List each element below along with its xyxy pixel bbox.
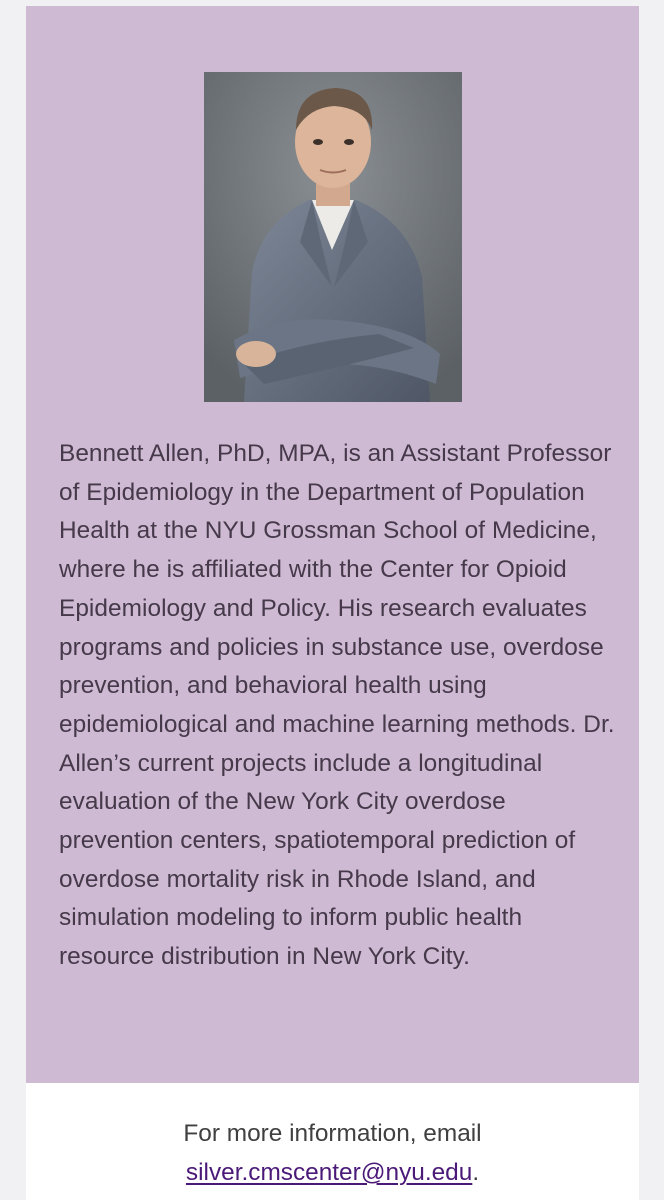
portrait-photo-illustration (204, 72, 462, 402)
contact-suffix: . (472, 1158, 480, 1186)
contact-line (26, 1115, 639, 1192)
portrait-photo (204, 72, 462, 402)
bio-card (26, 6, 639, 1083)
footer (26, 1083, 639, 1200)
email-link[interactable]: silver.cmscenter@nyu.edu (185, 1158, 473, 1186)
bio-text: Bennett Allen, PhD, MPA, is an Assistant Professor of Epidemiology in the Department of Population Health at the NYU Grossman School of Medicine, where he is affiliated with the Center for Opioid Epidemiology and Policy. His research evaluates programs and policies in substance use, overdose prevention, and behavioral health using epidemiological and machine learning methods. Dr. Allen’s current projects include a longitudinal evaluation of the New York City overdose prevention centers, spatiotemporal prediction of overdose mortality risk in Rhode Island, and simulation modeling to inform public health resource distribution in New York City. (59, 440, 615, 971)
contact-prefix: For more information, email (183, 1120, 482, 1147)
